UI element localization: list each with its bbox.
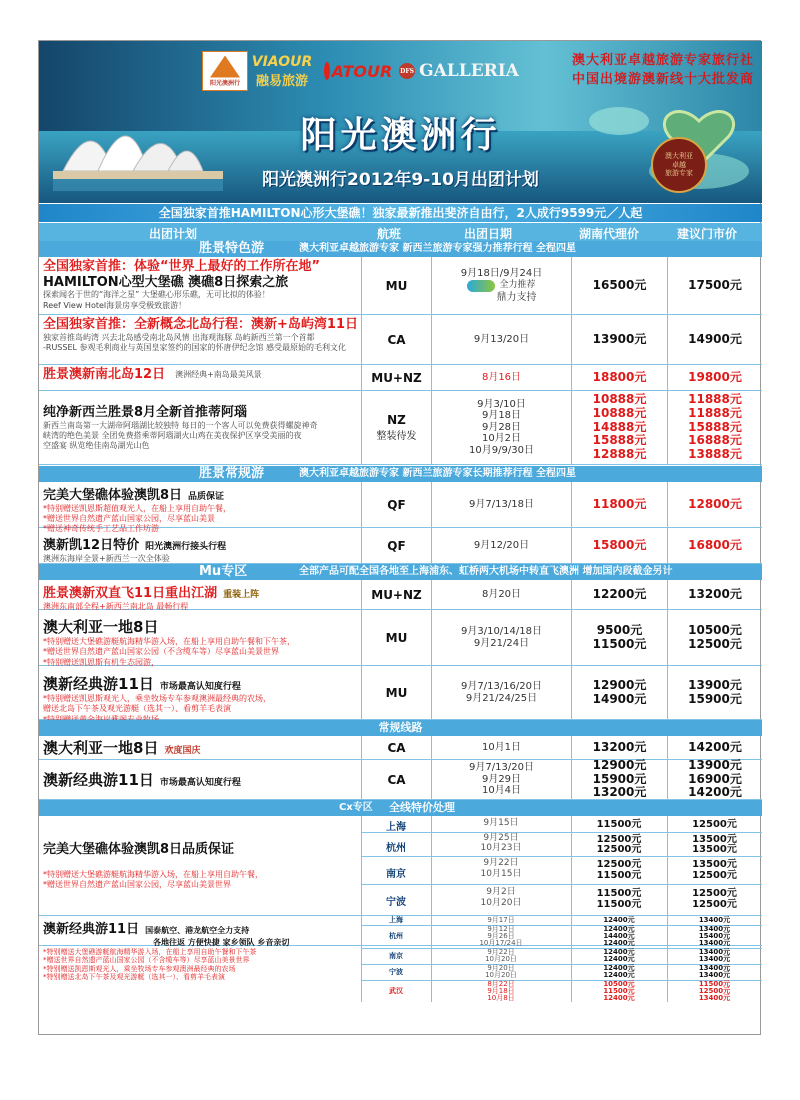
tour-price-agent: 12900元 (592, 757, 647, 772)
sunshine-logo (202, 51, 248, 91)
dep-price-agent: 12400元 (603, 971, 635, 979)
section-mu (39, 564, 762, 580)
support-line1: 全力推荐 (499, 280, 536, 291)
tour-airline: MU (361, 666, 431, 719)
tour-date: 8月20日 (431, 580, 571, 609)
tour-price-agent: 15900元 (592, 771, 647, 786)
dep-price-agent: 11500元 (596, 888, 642, 899)
tour-price-agent: 10888元 (592, 405, 647, 420)
tour-note: *特别赠送大堡礁游艇航海精华游入场，在船上享用自助午餐和下午茶， (43, 636, 295, 646)
tour-date: 9月21/24/25日 (465, 692, 538, 704)
tour-price-retail-cell (667, 666, 762, 719)
dep-price-agent: 12500元 (596, 834, 642, 845)
tour-date: 9月7/13/16/20日 (460, 681, 542, 692)
tour-airline: NZ (387, 413, 406, 427)
tour-price-retail: 10500元 (688, 622, 742, 637)
tour-date-cell (431, 760, 571, 799)
tour-price-agent: 12900元 (592, 677, 647, 692)
dep-price-retail: 13500元 (692, 844, 737, 855)
tour-price-retail: 13888元 (688, 447, 742, 462)
tour-title: 澳新凯12日特价 (43, 538, 140, 553)
dep-date: 9月18日 (487, 987, 515, 995)
galleria-logo (399, 51, 519, 91)
tour-price-retail: 16900元 (688, 771, 742, 786)
dep-date: 10月20日 (485, 971, 517, 979)
dfs-mark: DFS (399, 63, 415, 79)
dep-city: 上海 (389, 916, 403, 924)
section-desc: 全线特价处理 (389, 801, 455, 814)
col-date: 出团日期 (464, 227, 513, 241)
section-desc: 澳大利亚卓越旅游专家 新西兰旅游专家长期推荐行程 全程四星 (299, 468, 576, 479)
cx-title: 完美大堡礁体验澳凯8日品质保证 (43, 842, 235, 857)
col-price-retail: 建议门市价 (677, 227, 738, 241)
dep-price-retail: 15400元 (698, 932, 731, 940)
dep-price-retail: 13400元 (698, 994, 731, 1002)
dep-city: 杭州 (386, 843, 406, 854)
tour-title: 澳大利亚一地8日 (43, 739, 159, 757)
tour-date-cell (431, 666, 571, 719)
col-airline: 航班 (377, 227, 402, 241)
rongyi-logo-cn: 融易旅游 (255, 73, 308, 89)
dep-price-retail: 12500元 (698, 987, 731, 995)
tour-price-retail-cell (667, 391, 762, 464)
tour-price-retail: 17500元 (667, 257, 762, 314)
dep-price-retail: 12500元 (692, 870, 737, 881)
column-header (39, 223, 762, 241)
tour-note-2: Reef View Hotel海景房享受极致旅游！ (43, 300, 187, 310)
tour-price-agent: 14888元 (592, 419, 647, 434)
tour-price-agent: 18800元 (571, 365, 667, 390)
expert-seal (651, 137, 707, 193)
tour-price-retail: 13900元 (688, 757, 742, 772)
rongyi-logo (253, 51, 311, 91)
tour-note-2: *赠送世界自然遗产蓝山国家公园（不含缆车等）尽享蓝山美景世界 (43, 647, 279, 657)
tour-title: 胜景澳新双直飞11日重出江湖 (43, 586, 218, 601)
tour-tag: 重装上阵 (223, 590, 260, 600)
tour-row (39, 315, 762, 365)
tour-price-retail-cell (667, 757, 762, 800)
cx2-tag2: 各地往返 方便快捷 家乡领队 乡音亲切 (153, 937, 290, 947)
rongyi-logo-en: VIAOUR (251, 53, 313, 70)
col-plan: 出团计划 (149, 227, 198, 241)
tour-row (39, 391, 762, 465)
tour-price-retail: 15900元 (688, 691, 742, 706)
tour-price-agent: 10888元 (592, 392, 647, 406)
atour-logo-text: ATOUR (331, 61, 393, 81)
tour-price-retail: 11888元 (688, 405, 742, 420)
header-banner (39, 41, 762, 203)
dep-price-retail: 13400元 (698, 971, 731, 979)
dep-price-retail: 13400元 (698, 948, 731, 956)
tour-date: 9月18日/9月24日 (460, 268, 543, 279)
tour-airline: CA (361, 315, 431, 364)
tour-date: 9月7/13/20日 (469, 762, 534, 774)
cx2-note: *赠送世界自然遗产蓝山国家公园（不含缆车等）尽享蓝山美景世界 (43, 956, 250, 965)
section-desc: 澳大利亚卓越旅游专家 新西兰旅游专家强力推荐行程 全程四星 (299, 243, 576, 254)
tour-row (39, 736, 762, 760)
dep-date: 8月22日 (487, 980, 515, 988)
cx-note: *特别赠送大堡礁游艇航海精华游入场，在船上享用自助午餐， (43, 869, 263, 879)
tour-note: 新西兰南岛第一大湖帝阿瑙湖比较独特 每日的一个客人可以免费获得螺旋神奇 (43, 420, 318, 430)
tour-title: 胜景澳新南北岛12日 (43, 367, 166, 382)
section-feature (39, 241, 762, 257)
cx2-note: *特别赠送大堡礁游艇航海精华游入场，在船上享用自助午餐和下午茶 (43, 947, 257, 956)
lower-area (38, 915, 761, 1035)
page-title: 阳光澳洲行 (300, 115, 501, 156)
tour-note: 澳洲东海岸全景+新西兰一次全体验 (43, 553, 170, 563)
dep-price-retail: 13400元 (698, 939, 731, 947)
tour-title: 澳新经典游11日 (43, 675, 154, 693)
tour-date: 9月3/10日 (477, 398, 526, 410)
tour-row (39, 666, 762, 720)
dep-date: 10月17/24日 (479, 939, 523, 947)
tour-price-agent: 13900元 (571, 315, 667, 364)
tour-price-retail: 16800元 (667, 528, 762, 563)
dep-date: 10月8日 (487, 994, 515, 1002)
tour-price-retail: 14200元 (688, 785, 742, 800)
tour-price-retail: 16888元 (688, 433, 742, 448)
tour-date: 9月28日 (481, 421, 522, 433)
dep-city: 上海 (386, 822, 406, 833)
dep-date: 9月22日 (487, 948, 515, 956)
tour-price-agent-cell (571, 391, 667, 464)
dep-price-retail: 13500元 (692, 834, 737, 845)
section-desc: 全部产品可配全国各地至上海浦东、虹桥两大机场中转直飞澳洲 增加国内段截金另计 (299, 566, 673, 577)
dep-price-agent: 12500元 (596, 844, 642, 855)
tour-airline: QF (361, 482, 431, 527)
tour-date: 9月29日 (481, 773, 522, 785)
dep-price-retail: 13400元 (698, 955, 731, 963)
tour-airline: MU+NZ (361, 365, 431, 390)
sunshine-logo-caption: 阳光澳洲行 (209, 79, 240, 87)
dep-city: 宁波 (386, 897, 406, 908)
tour-date-cell (431, 391, 571, 464)
tour-price-retail: 13200元 (667, 580, 762, 609)
seal-line3: 旅游专家 (665, 169, 693, 178)
tour-price-agent-cell (571, 666, 667, 719)
cx2-tag: 国泰航空、港龙航空全力支持 (145, 926, 250, 935)
tour-price-retail: 14200元 (667, 736, 762, 759)
dep-price-retail: 13400元 (698, 964, 731, 972)
dep-price-agent: 12400元 (603, 916, 635, 924)
tour-price-agent: 13200元 (571, 736, 667, 759)
dep-price-retail: 12500元 (692, 819, 737, 830)
dep-date: 10月23日 (480, 843, 522, 853)
dep-city: 宁波 (389, 967, 403, 976)
tour-note: 独家首推岛屿湾 兴去北岛感受南北岛风情 出海观海豚 岛屿新西兰第一个首都 (43, 332, 315, 342)
agency-slogan-line1: 澳大利亚卓越旅游专家旅行社 (571, 53, 754, 68)
tour-note-2: 赠送北岛下午茶及观光游艇（选其一）、看剪羊毛表演 (43, 704, 231, 714)
tour-row (39, 257, 762, 315)
section-name: Mu专区 (199, 564, 248, 579)
tour-date: 9月7/13/18日 (431, 482, 571, 527)
dep-date: 9月25日 (483, 833, 519, 843)
tour-note: *特别赠送凯恩斯超值观光人，在船上享用自助午餐， (43, 503, 231, 513)
tour-date: 10月4日 (481, 785, 522, 797)
promo-banner: 全国独家首推HAMILTON心形大堡礁！独家最新推出斐济自由行，2人成行9599元／人起 (39, 204, 762, 222)
dep-date: 9月2日 (486, 887, 516, 897)
tour-airline: MU (361, 610, 431, 665)
tour-date: 10月2日 (481, 433, 522, 445)
dep-price-agent: 14400元 (603, 932, 635, 940)
tour-price-retail: 13900元 (688, 677, 742, 692)
dep-price-retail: 11500元 (698, 980, 731, 988)
tour-note: 澳洲经典+南岛最美风景 (175, 369, 262, 379)
tour-title: 澳大利亚一地8日 (43, 618, 159, 636)
seal-line2: 卓越 (672, 160, 686, 169)
tour-note-3: *赠送神奇传统手工艺品工作坊游 (43, 524, 159, 534)
tour-note-2: -RUSSEL 参观毛利商业与英国皇家签约的国家的怀唐伊纪念馆 感受最原始的毛利文化 (43, 342, 347, 352)
tour-title: 澳新经典游11日 (43, 771, 154, 789)
section-regular (39, 466, 762, 482)
dep-date: 9月12日 (487, 925, 515, 933)
cx2-note: *特别赠送凯恩斯观光人，乘坐牧场专车参观澳洲最经典的农场 (43, 964, 236, 973)
tour-price-agent: 12888元 (592, 447, 647, 462)
dep-price-agent: 12400元 (603, 939, 635, 947)
dep-date: 10月20日 (480, 898, 522, 908)
tour-price-agent: 12200元 (571, 580, 667, 609)
tour-airline-cell (361, 391, 431, 464)
tour-airline: MU+NZ (361, 580, 431, 609)
dep-date: 10月15日 (480, 869, 522, 879)
tour-row (39, 580, 762, 610)
dep-price-agent: 11500元 (596, 819, 642, 830)
tour-date: 10月9/9/30日 (469, 444, 534, 456)
dep-price-agent: 11500元 (596, 870, 642, 881)
section-name: Cx专区 (339, 802, 373, 813)
tour-tag: 品质保证 (188, 492, 225, 502)
dep-city: 南京 (386, 869, 406, 880)
tour-note: 探索闻名于世的“海洋之星” 大堡礁心形乐礁，无可比拟的体验！ (43, 290, 270, 300)
tour-date-cell (431, 257, 571, 314)
dep-price-retail: 13500元 (692, 859, 737, 870)
tour-price-agent: 15800元 (571, 528, 667, 563)
tour-row (39, 528, 762, 564)
tour-airline: MU (361, 257, 431, 314)
tour-airline: QF (361, 528, 431, 563)
tour-tag: 欢度国庆 (164, 746, 201, 756)
tour-price-retail: 12500元 (688, 636, 742, 651)
section-name: 胜景常规游 (199, 466, 265, 481)
section-name: 胜景特色游 (199, 241, 265, 256)
tour-title: 纯净新西兰胜景8月全新首推蒂阿瑙 (43, 405, 248, 420)
dep-price-agent: 12400元 (603, 994, 635, 1002)
dep-price-agent: 12400元 (603, 948, 635, 956)
tour-date-cell (431, 610, 571, 665)
dep-price-retail: 12500元 (692, 899, 737, 910)
dep-date: 9月22日 (483, 858, 519, 868)
tour-note-3: 空盛宴 纵览绝佳南岛湖光山色 (43, 441, 150, 451)
cx2-title: 澳新经典游11日 (43, 922, 140, 937)
tour-airline: CA (361, 760, 431, 799)
agency-slogan-line2: 中国出境游澳新线十大批发商 (571, 72, 754, 87)
galleria-logo-text: GALLERIA (419, 61, 519, 81)
tour-tag: 市场最高认知度行程 (159, 682, 241, 692)
tour-date: 9月12/20日 (431, 528, 571, 563)
tour-airline-status: 整装待发 (376, 431, 417, 442)
tour-note-2: *赠送世界自然遗产蓝山国家公园，尽享蓝山美景 (43, 513, 215, 523)
section-common (39, 720, 762, 736)
tour-airline: CA (361, 736, 431, 759)
col-price-agent: 湖南代理价 (579, 227, 640, 241)
flyer-sheet (38, 40, 761, 1035)
dep-price-agent: 10500元 (603, 980, 635, 988)
dep-price-retail: 13400元 (698, 916, 731, 924)
tour-price-agent: 13200元 (592, 785, 647, 800)
tour-title-2: HAMILTON心型大堡礁 澳礁8日探索之旅 (43, 274, 289, 290)
page-subtitle: 阳光澳洲行2012年9-10月出团计划 (262, 170, 539, 190)
cx2-note: *特别赠送北岛下午茶及观光游艇（选其一）、看剪羊毛表演 (43, 973, 225, 982)
tour-date: 9月13/20日 (431, 315, 571, 364)
dep-price-agent: 12500元 (596, 859, 642, 870)
tour-row (39, 365, 762, 391)
queensland-logo (467, 280, 535, 292)
dep-price-agent: 12400元 (603, 955, 635, 963)
tour-price-agent: 9500元 (596, 622, 643, 637)
tour-date: 9月21/24日 (473, 637, 530, 649)
dep-price-agent: 12400元 (603, 925, 635, 933)
tour-price-agent: 16500元 (571, 257, 667, 314)
dep-price-agent: 12400元 (603, 964, 635, 972)
dep-date: 9月20日 (487, 964, 515, 972)
dep-price-retail: 13400元 (698, 925, 731, 933)
tour-title: 完美大堡礁体验澳凯8日 (43, 488, 183, 503)
tour-tag: 阳光澳洲行接头行程 (145, 542, 227, 552)
tour-date: 10月1日 (431, 736, 571, 759)
tour-price-retail-cell (667, 610, 762, 665)
tour-price-agent: 15888元 (592, 433, 647, 448)
dep-price-agent: 11500元 (596, 899, 642, 910)
tour-date: 9月18日 (481, 410, 522, 422)
tour-date: 9月3/10/14/18日 (460, 626, 542, 637)
dep-city: 南京 (389, 951, 403, 960)
tour-price-agent: 11800元 (571, 482, 667, 527)
tour-price-retail: 15888元 (688, 419, 742, 434)
tour-price-retail: 11888元 (688, 392, 742, 406)
support-line2: 鼎力支持 (496, 291, 537, 303)
tour-price-retail: 14900元 (667, 315, 762, 364)
section-name: 常规线路 (378, 721, 423, 734)
dep-date: 9月17日 (487, 916, 515, 924)
tour-note-3: *特别赠送凯恩斯有机生态园游， (43, 657, 159, 667)
tour-note-2: 峡湾的绝色美景 全团免费搭乘蒂阿瑙湖火山鸡在美夜保护区享受美丽的夜 (43, 430, 302, 440)
tour-price-retail: 19800元 (667, 365, 762, 390)
atour-logo (324, 51, 392, 91)
tour-title: 全国独家首推：体验“世界上最好的工作所在地” (43, 259, 321, 274)
tour-note: 澳洲东南部全程+新西兰南北岛 最畅行程 (43, 601, 189, 611)
dep-city: 武汉 (389, 987, 403, 995)
tour-row (39, 610, 762, 666)
section-cx (39, 800, 762, 816)
dep-price-retail: 12500元 (692, 888, 737, 899)
dep-date: 9月26日 (487, 932, 515, 940)
tour-price-agent-cell (571, 757, 667, 800)
seal-line1: 澳大利亚 (665, 152, 693, 161)
dep-price-agent: 11500元 (603, 987, 635, 995)
tour-price-agent: 11500元 (592, 636, 647, 651)
cx-block-1 (39, 816, 762, 916)
tour-price-retail: 12800元 (667, 482, 762, 527)
tour-row (39, 482, 762, 534)
dep-date: 10月20日 (485, 955, 517, 963)
tour-price-agent-cell (571, 610, 667, 665)
tour-price-agent: 14900元 (592, 691, 647, 706)
dep-date: 9月15日 (483, 818, 519, 828)
tour-row (39, 757, 762, 800)
dep-city: 杭州 (389, 932, 403, 940)
tour-date: 8月16日 (431, 365, 571, 390)
agency-slogan (529, 49, 762, 89)
tour-title: 全国独家首推：全新概念北岛行程：澳新+岛屿湾11日 (43, 317, 358, 332)
tour-note: *特别赠送凯恩斯观光人，乘坐牧场专车参观澳洲最经典的农场， (43, 693, 271, 703)
tour-tag: 市场最高认知度行程 (159, 778, 241, 788)
cx-note-2: *赠送世界自然遗产蓝山国家公园，尽享蓝山美景世界 (43, 879, 231, 889)
